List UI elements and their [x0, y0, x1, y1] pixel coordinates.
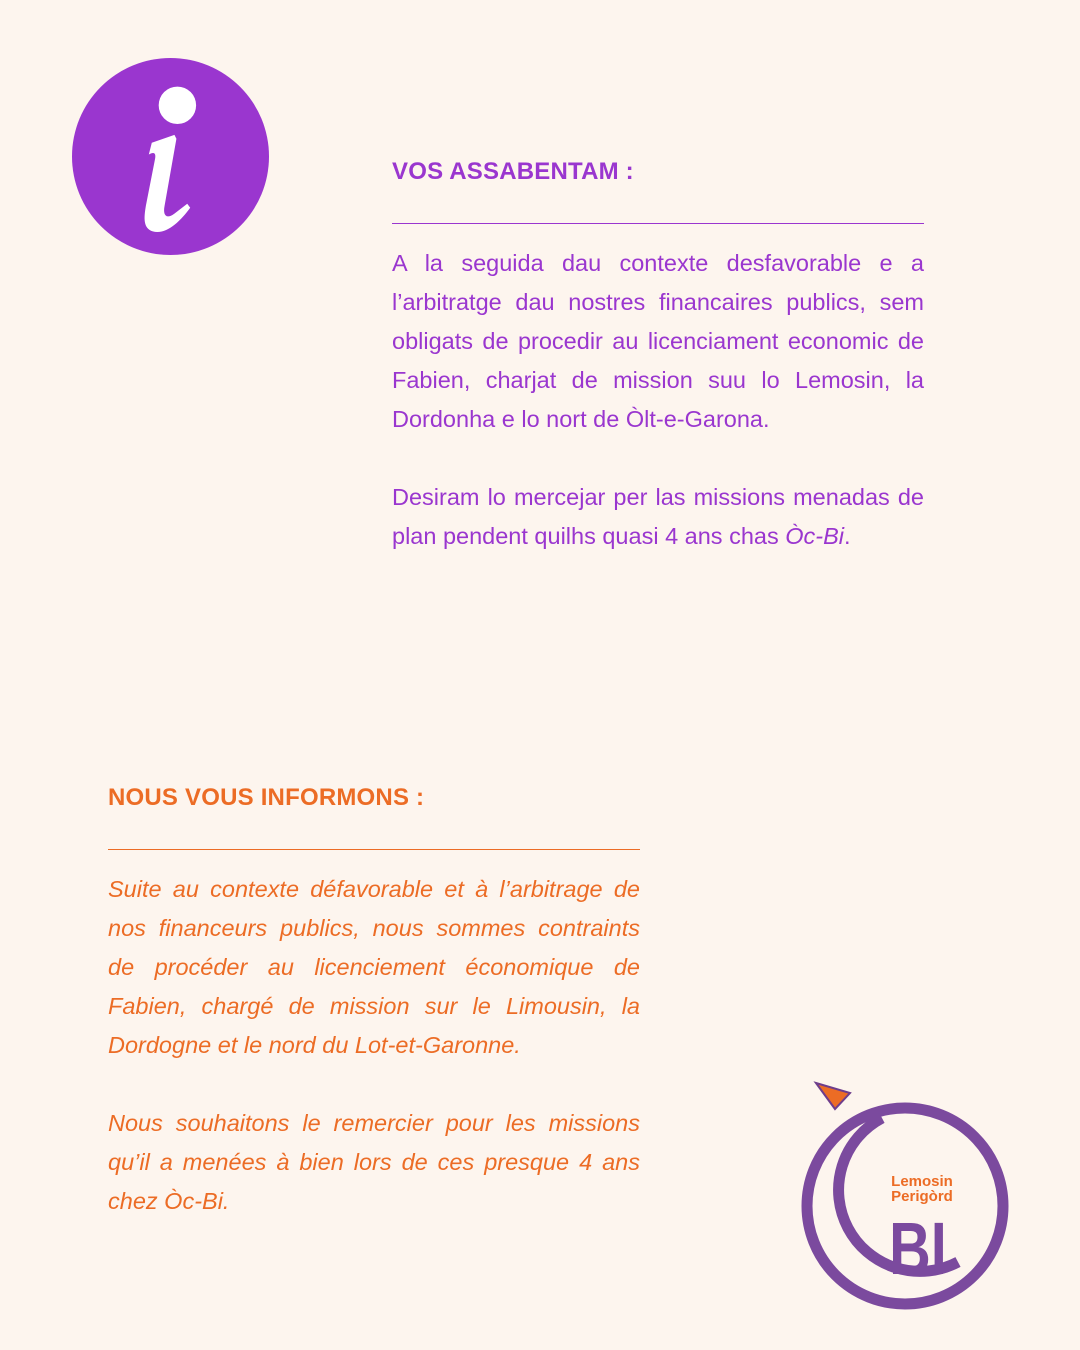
info-icon [72, 58, 269, 255]
occitan-org-name: Òc-Bi [785, 523, 845, 549]
french-heading: NOUS VOUS INFORMONS : [108, 784, 425, 811]
french-paragraph-1: Suite au contexte défavorable et à l’arbitrage de nos financeurs publics, nous sommes contraints de procéder au licenciement économique de Fabien, chargé de mission sur le Limousin, la Dordogne et le nord du Lot-et-Garonne. [108, 876, 640, 1058]
logo-line-2: Perigòrd [891, 1188, 953, 1205]
french-section [108, 776, 640, 1221]
occitan-divider [392, 223, 924, 224]
occitan-paragraph-1: A la seguida dau contexte desfavorable e a l’arbitratge dau nostres financaires publics, sem obligats de procedir au licenciament economic de Fabien, charjat de mission suu lo Lemosin, la Dordonha e lo nort de Òlt-e-Garona. [392, 250, 924, 432]
logo-letters: BI [889, 1208, 947, 1291]
logo-line-1: Lemosin [891, 1173, 953, 1190]
french-paragraph-2: Nous souhaitons le remercier pour les missions qu’il a menées à bien lors de ces presque 4 ans chez Òc-Bi. [108, 1110, 640, 1214]
occitan-paragraph-2-text: Desiram lo mercejar per las missions menadas de plan pendent quilhs quasi 4 ans chas [392, 484, 924, 549]
occitan-paragraph-2 [392, 478, 924, 556]
occitan-paragraph-2-end: . [844, 523, 851, 549]
french-divider [108, 849, 640, 850]
logo-arrow-icon [816, 1083, 850, 1109]
occitan-heading: VOS ASSABENTAM : [392, 158, 634, 185]
occitan-section [392, 150, 924, 556]
ocbi-logo [790, 1076, 1020, 1316]
